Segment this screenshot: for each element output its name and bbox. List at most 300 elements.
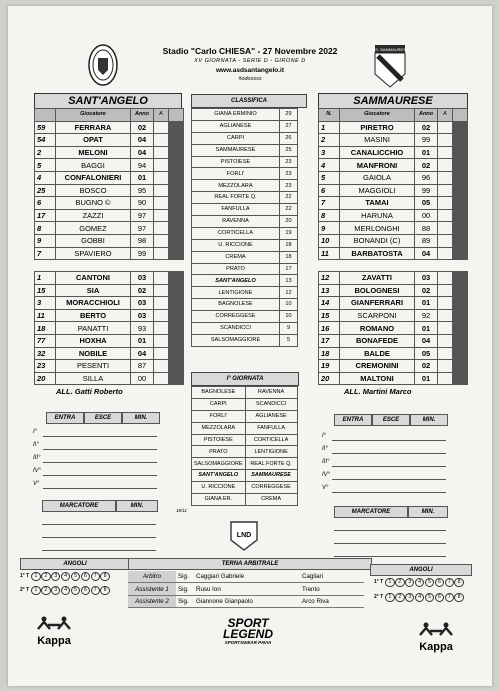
sub-row-line[interactable] xyxy=(332,440,446,441)
home-marcatore-min: MIN. xyxy=(116,500,158,512)
half-label: 2° T xyxy=(20,587,30,593)
player-row xyxy=(319,146,468,159)
player-year: 01 xyxy=(415,372,438,385)
home-corners-2t[interactable] xyxy=(20,586,110,595)
away-marcatore-min: MIN. xyxy=(408,506,448,518)
standing-points: 20 xyxy=(280,216,298,228)
player-a-cell xyxy=(438,272,453,285)
player-a-cell xyxy=(154,347,169,360)
player-dark-cell xyxy=(169,309,184,322)
corner-circle[interactable]: 3 xyxy=(405,578,414,587)
player-dark-cell xyxy=(453,247,468,260)
player-name: CANTONI xyxy=(56,272,131,285)
player-dark-cell xyxy=(169,272,184,285)
player-dark-cell xyxy=(453,234,468,247)
lnd-logo-icon xyxy=(229,520,259,552)
player-a-cell xyxy=(438,209,453,222)
player-year: 92 xyxy=(415,309,438,322)
player-a-cell xyxy=(154,322,169,335)
player-number: 5 xyxy=(319,171,340,184)
player-dark-cell xyxy=(453,134,468,147)
website: www.asdsantangelo.it xyxy=(215,67,285,74)
player-a-cell xyxy=(438,146,453,159)
fixture-row xyxy=(192,458,298,470)
corner-circle[interactable]: 6 xyxy=(435,578,444,587)
player-year: 99 xyxy=(415,134,438,147)
standing-row xyxy=(192,132,298,144)
player-number: 15 xyxy=(35,284,56,297)
corner-circle[interactable]: 2 xyxy=(395,593,404,602)
player-name: BUGNO © xyxy=(56,197,131,210)
col-player-header: Giocatore xyxy=(56,109,131,122)
player-dark-cell xyxy=(169,347,184,360)
fixture-away: CREMA xyxy=(245,494,297,506)
referee-role: Assistente 2 xyxy=(128,595,176,607)
corner-circle[interactable]: 6 xyxy=(81,586,90,595)
standing-row xyxy=(192,216,298,228)
match-sheet xyxy=(8,6,492,686)
fixture-home: SANT'ANGELO xyxy=(192,470,246,482)
player-a-cell xyxy=(154,309,169,322)
standing-row xyxy=(192,192,298,204)
player-dark-cell xyxy=(169,121,184,134)
player-number: 4 xyxy=(319,159,340,172)
player-row xyxy=(319,322,468,335)
player-name: MALTONI xyxy=(340,372,415,385)
player-row xyxy=(319,247,468,260)
corner-circle[interactable]: 1 xyxy=(31,586,40,595)
fixture-row xyxy=(192,434,298,446)
player-number: 19 xyxy=(319,360,340,373)
fixture-row xyxy=(192,387,298,399)
player-number: 54 xyxy=(35,134,56,147)
player-number: 9 xyxy=(319,222,340,235)
standing-team: SCANDICCI xyxy=(192,323,280,335)
fixture-home: MEZZOLARA xyxy=(192,422,246,434)
home-marcatore-header: MARCATORE xyxy=(42,500,116,512)
player-name: MASINI xyxy=(340,134,415,147)
player-dark-cell xyxy=(453,297,468,310)
player-a-cell xyxy=(154,234,169,247)
standing-points: 5 xyxy=(280,334,298,346)
corner-circle[interactable]: 1 xyxy=(385,578,394,587)
standing-points: 25 xyxy=(280,144,298,156)
player-a-cell xyxy=(154,134,169,147)
player-number: 16 xyxy=(319,322,340,335)
player-name: MERLONGHI xyxy=(340,222,415,235)
player-a-cell xyxy=(154,360,169,373)
player-row xyxy=(35,309,184,322)
player-number: 18 xyxy=(319,347,340,360)
away-team-name: SAMMAURESE xyxy=(318,93,468,109)
sub-row-line[interactable] xyxy=(43,488,157,489)
referee-sig: Sig. xyxy=(176,583,194,595)
fixture-home: PISTOIESE xyxy=(192,434,246,446)
standing-team: CORTICELLA xyxy=(192,227,280,239)
kappa-omini-icon xyxy=(34,616,74,630)
sub-row-line[interactable] xyxy=(43,436,157,437)
player-number: 20 xyxy=(319,372,340,385)
player-row xyxy=(35,347,184,360)
player-a-cell xyxy=(438,372,453,385)
sub-row-line[interactable] xyxy=(332,453,446,454)
player-year: 01 xyxy=(131,171,154,184)
standing-team: LENTIGIONE xyxy=(192,287,280,299)
standing-row xyxy=(192,239,298,251)
player-row xyxy=(35,159,184,172)
player-name: PESENTI xyxy=(56,360,131,373)
player-a-cell xyxy=(154,171,169,184)
player-number: 6 xyxy=(319,184,340,197)
stadium-line: Stadio "Carlo CHIESA" - 27 Novembre 2022 xyxy=(162,46,338,56)
player-row xyxy=(319,234,468,247)
player-year: 05 xyxy=(415,197,438,210)
corner-circle[interactable]: 3 xyxy=(51,586,60,595)
classifica-title: CLASSIFICA xyxy=(191,94,307,108)
player-dark-cell xyxy=(169,146,184,159)
sub-row-label: IV° xyxy=(322,472,331,478)
standing-points: 29 xyxy=(280,109,298,121)
player-row xyxy=(319,272,468,285)
player-row xyxy=(35,322,184,335)
player-a-cell xyxy=(438,197,453,210)
player-year: 88 xyxy=(415,222,438,235)
player-dark-cell xyxy=(453,360,468,373)
player-year: 89 xyxy=(415,234,438,247)
player-row xyxy=(35,234,184,247)
player-name: ROMANO xyxy=(340,322,415,335)
player-number: 2 xyxy=(319,134,340,147)
standing-team: PISTOIESE xyxy=(192,156,280,168)
corner-circle[interactable]: 2 xyxy=(395,578,404,587)
player-a-cell xyxy=(154,272,169,285)
player-name: BONAFEDE xyxy=(340,334,415,347)
referee-row xyxy=(128,571,364,583)
player-number: 18 xyxy=(35,322,56,335)
player-row xyxy=(35,284,184,297)
fixture-row xyxy=(192,482,298,494)
referee-city: Arco Riva xyxy=(300,595,364,607)
player-dark-cell xyxy=(169,234,184,247)
fixture-row xyxy=(192,446,298,458)
player-dark-cell xyxy=(453,121,468,134)
away-entra-header: ENTRA xyxy=(334,414,372,426)
player-number: 4 xyxy=(35,171,56,184)
away-corners-2t[interactable] xyxy=(374,593,464,602)
fixture-away: LENTIGIONE xyxy=(245,446,297,458)
home-corners-1t[interactable] xyxy=(20,572,110,581)
player-name: HARUNA xyxy=(340,209,415,222)
corner-circle[interactable]: 8 xyxy=(454,578,463,587)
standing-team: PRATO xyxy=(192,263,280,275)
player-number: 5 xyxy=(35,159,56,172)
standing-team: SALSOMAGGIORE xyxy=(192,334,280,346)
player-dark-cell xyxy=(453,347,468,360)
home-angoli-header: ANGOLI xyxy=(20,558,130,570)
giornata-table xyxy=(191,386,298,506)
player-row xyxy=(319,347,468,360)
player-number: 8 xyxy=(319,209,340,222)
player-a-cell xyxy=(438,134,453,147)
player-dark-cell xyxy=(453,284,468,297)
player-number: 15 xyxy=(319,309,340,322)
player-name: HOXHA xyxy=(56,334,131,347)
corner-circle[interactable]: 7 xyxy=(445,593,454,602)
corner-circle[interactable]: 7 xyxy=(445,578,454,587)
col-number-header: N. xyxy=(319,109,340,122)
corner-circle[interactable]: 6 xyxy=(435,593,444,602)
corner-circle[interactable]: 4 xyxy=(61,586,70,595)
standing-row xyxy=(192,204,298,216)
kappa-left-logo: Kappa xyxy=(24,616,84,647)
player-a-cell xyxy=(154,209,169,222)
player-row xyxy=(35,272,184,285)
standing-team: SAMMAURESE xyxy=(192,144,280,156)
sport-legend-logo: SPORT LEGEND SPORTSWEAR PAVIA xyxy=(222,616,273,645)
standing-points: 19 xyxy=(280,227,298,239)
corner-circle[interactable]: 8 xyxy=(100,586,109,595)
referee-row xyxy=(128,583,364,595)
player-a-cell xyxy=(154,247,169,260)
away-marcatore-header: MARCATORE xyxy=(334,506,408,518)
player-number: 10 xyxy=(319,234,340,247)
player-dark-cell xyxy=(169,322,184,335)
corner-circle[interactable]: 5 xyxy=(71,572,80,581)
player-row xyxy=(35,247,184,260)
player-a-cell xyxy=(438,121,453,134)
player-year: 03 xyxy=(131,272,154,285)
referee-role: Assistente 1 xyxy=(128,583,176,595)
player-a-cell xyxy=(154,146,169,159)
standing-points: 27 xyxy=(280,120,298,132)
standing-points: 10 xyxy=(280,311,298,323)
standing-team: GIANA ERMINIO xyxy=(192,109,280,121)
player-year: 04 xyxy=(131,146,154,159)
player-year: 03 xyxy=(415,272,438,285)
player-a-cell xyxy=(154,372,169,385)
player-year: 87 xyxy=(131,360,154,373)
player-number: 12 xyxy=(319,272,340,285)
standing-team: CARPI xyxy=(192,132,280,144)
player-year: 02 xyxy=(415,284,438,297)
player-number: 32 xyxy=(35,347,56,360)
fixture-away: CORREGGESE xyxy=(245,482,297,494)
player-dark-cell xyxy=(169,209,184,222)
player-name: GOMEZ xyxy=(56,222,131,235)
standing-row xyxy=(192,323,298,335)
corner-circle[interactable]: 5 xyxy=(425,593,434,602)
player-name: BONANDI (C) xyxy=(340,234,415,247)
corner-circle[interactable]: 6 xyxy=(81,572,90,581)
standing-row xyxy=(192,299,298,311)
player-number: 11 xyxy=(319,247,340,260)
fixture-home: U. RICCIONE xyxy=(192,482,246,494)
player-name: BOSCO xyxy=(56,184,131,197)
player-name: PIRETRO xyxy=(340,121,415,134)
player-year: 05 xyxy=(415,347,438,360)
player-a-cell xyxy=(438,297,453,310)
corner-circle[interactable]: 7 xyxy=(91,586,100,595)
standing-row xyxy=(192,251,298,263)
corner-circle[interactable]: 2 xyxy=(41,572,50,581)
player-year: 94 xyxy=(131,159,154,172)
player-number: 6 xyxy=(35,197,56,210)
referee-name: Caggiari Gabriele xyxy=(194,571,300,583)
referee-row xyxy=(128,595,364,607)
player-row xyxy=(35,171,184,184)
fixture-away: CORTICELLA xyxy=(245,434,297,446)
sub-row-line[interactable] xyxy=(332,466,446,467)
home-bench-table xyxy=(34,271,184,385)
player-row xyxy=(319,121,468,134)
player-a-cell xyxy=(438,360,453,373)
standing-team: REAL FORTE Q. xyxy=(192,192,280,204)
referee-name: Giannone Gianpaolo xyxy=(194,595,300,607)
player-dark-cell xyxy=(169,222,184,235)
sub-row-line[interactable] xyxy=(43,462,157,463)
player-name: FERRARA xyxy=(56,121,131,134)
fixture-away: REAL FORTE Q. xyxy=(245,458,297,470)
corner-circle[interactable]: 1 xyxy=(31,572,40,581)
away-starters-table xyxy=(318,108,468,260)
player-year: 02 xyxy=(131,121,154,134)
player-name: SCARPONI xyxy=(340,309,415,322)
player-a-cell xyxy=(438,284,453,297)
player-a-cell xyxy=(438,322,453,335)
player-row xyxy=(319,209,468,222)
player-year: 04 xyxy=(131,134,154,147)
sub-row-label: IV° xyxy=(33,468,42,474)
sub-row-label: III° xyxy=(33,455,41,461)
col-year-header: Anno xyxy=(415,109,438,122)
player-row xyxy=(35,360,184,373)
player-number: 23 xyxy=(35,360,56,373)
standing-team: BAGNOLESE xyxy=(192,299,280,311)
svg-text:A.S. SAMMAURESE: A.S. SAMMAURESE xyxy=(371,47,409,52)
player-row xyxy=(35,372,184,385)
corner-circle[interactable]: 4 xyxy=(61,572,70,581)
player-year: 02 xyxy=(415,360,438,373)
player-dark-cell xyxy=(169,134,184,147)
corner-circle[interactable]: 8 xyxy=(454,593,463,602)
player-a-cell xyxy=(154,222,169,235)
away-bench-table xyxy=(318,271,468,385)
player-name: CONFALONIERI xyxy=(56,171,131,184)
corner-circle[interactable]: 2 xyxy=(41,586,50,595)
standing-row xyxy=(192,109,298,121)
player-a-cell xyxy=(438,247,453,260)
player-number: 1 xyxy=(35,272,56,285)
player-number: 77 xyxy=(35,334,56,347)
standing-points: 26 xyxy=(280,132,298,144)
player-number: 3 xyxy=(319,146,340,159)
player-year: 00 xyxy=(131,372,154,385)
player-a-cell xyxy=(154,159,169,172)
home-starters-table xyxy=(34,108,184,260)
player-number: 25 xyxy=(35,184,56,197)
player-number: 59 xyxy=(35,121,56,134)
standing-points: 18 xyxy=(280,239,298,251)
player-name: CREMONINI xyxy=(340,360,415,373)
player-a-cell xyxy=(154,297,169,310)
standing-row xyxy=(192,275,298,287)
fixture-home: SALSOMAGGIORE xyxy=(192,458,246,470)
kappa-right-logo: Kappa xyxy=(406,622,466,653)
player-name: CANALICCHIO xyxy=(340,146,415,159)
corner-circle[interactable]: 4 xyxy=(415,578,424,587)
standing-team: FANFULLA xyxy=(192,204,280,216)
sub-row-line[interactable] xyxy=(43,475,157,476)
standing-team: CORREGGESE xyxy=(192,311,280,323)
corner-circle[interactable]: 1 xyxy=(385,593,394,602)
fixture-away: SAMMAURESE xyxy=(245,470,297,482)
player-dark-cell xyxy=(169,171,184,184)
player-year: 96 xyxy=(415,171,438,184)
fixture-home: CARPI xyxy=(192,398,246,410)
referee-name: Rusu Ion xyxy=(194,583,300,595)
player-year: 03 xyxy=(131,309,154,322)
player-row xyxy=(319,134,468,147)
player-name: OPAT xyxy=(56,134,131,147)
player-row xyxy=(35,184,184,197)
player-number: 20 xyxy=(35,372,56,385)
referee-role: Arbitro xyxy=(128,571,176,583)
referee-sig: Sig. xyxy=(176,595,194,607)
player-row xyxy=(319,197,468,210)
away-corners-1t[interactable] xyxy=(374,578,464,587)
corner-circle[interactable]: 5 xyxy=(425,578,434,587)
player-name: BARBATOSTA xyxy=(340,247,415,260)
player-row xyxy=(319,184,468,197)
fixture-row xyxy=(192,410,298,422)
fixture-away: SCANDICCI xyxy=(245,398,297,410)
standing-points: 9 xyxy=(280,323,298,335)
corner-circle[interactable]: 7 xyxy=(91,572,100,581)
sub-row-label: V° xyxy=(322,485,329,491)
player-a-cell xyxy=(154,197,169,210)
player-row xyxy=(319,372,468,385)
player-dark-cell xyxy=(169,372,184,385)
player-row xyxy=(319,171,468,184)
player-number: 13 xyxy=(319,284,340,297)
svg-text:LND: LND xyxy=(236,532,252,539)
player-year: 97 xyxy=(131,222,154,235)
standing-row xyxy=(192,156,298,168)
player-year: 99 xyxy=(131,247,154,260)
sub-row-line[interactable] xyxy=(332,479,446,480)
player-dark-cell xyxy=(169,297,184,310)
corner-circle[interactable]: 3 xyxy=(51,572,60,581)
sub-row-line[interactable] xyxy=(43,449,157,450)
corner-circle[interactable]: 4 xyxy=(415,593,424,602)
player-year: 01 xyxy=(415,297,438,310)
corner-circle[interactable]: 5 xyxy=(71,586,80,595)
corner-circle[interactable]: 8 xyxy=(100,572,109,581)
player-number: 7 xyxy=(319,197,340,210)
sub-row-label: I° xyxy=(322,433,327,439)
player-name: NOBILE xyxy=(56,347,131,360)
corner-circle[interactable]: 3 xyxy=(405,593,414,602)
player-row xyxy=(35,197,184,210)
sub-row-line[interactable] xyxy=(332,492,446,493)
standing-team: CREMA xyxy=(192,251,280,263)
standing-row xyxy=(192,311,298,323)
sub-row-label: V° xyxy=(33,481,40,487)
player-name: ZAVATTI xyxy=(340,272,415,285)
half-label: 1° T xyxy=(374,579,384,585)
fixture-away: RAVENNA xyxy=(245,387,297,399)
col-a-header: A xyxy=(438,109,453,122)
